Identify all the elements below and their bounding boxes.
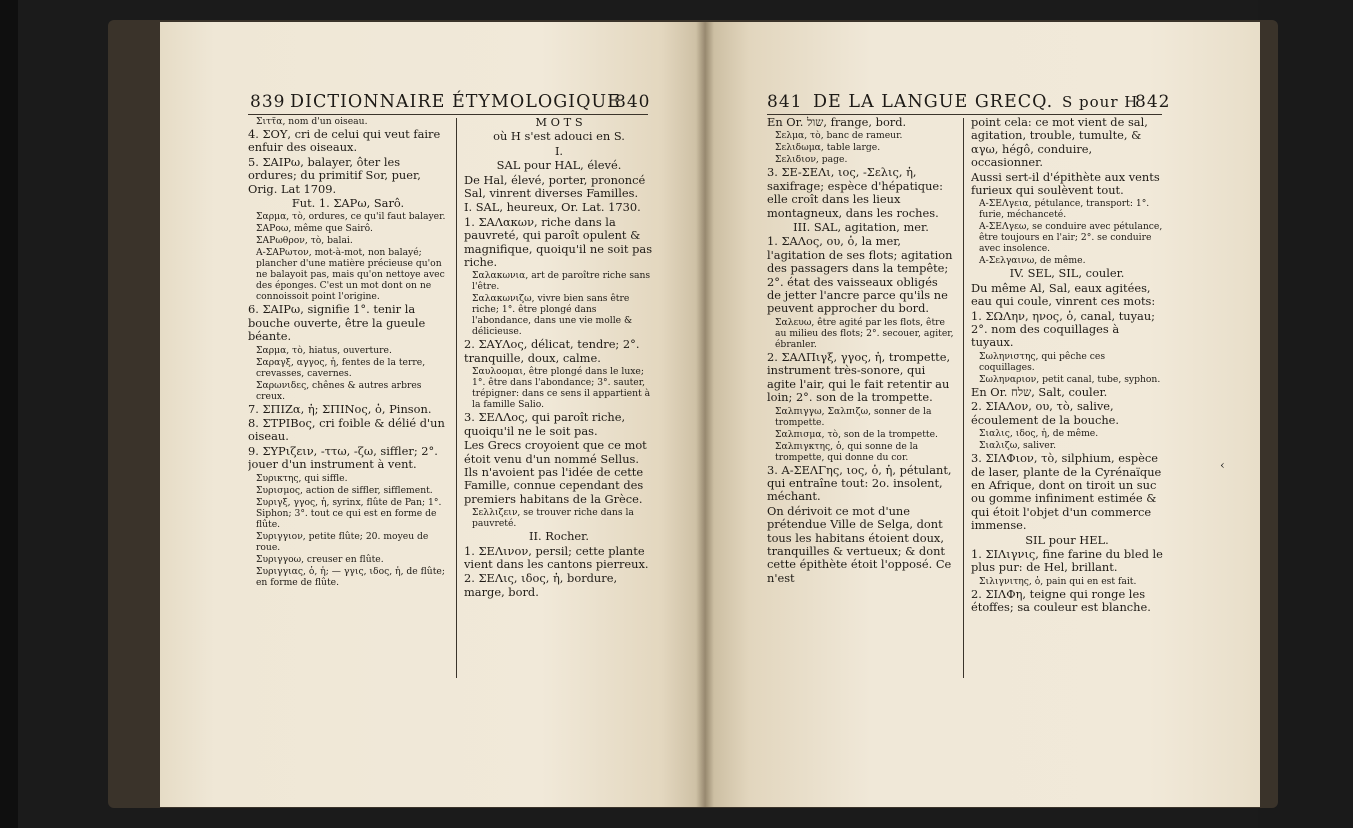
entry: point cela: ce mot vient de sal, agitation, trouble, tumulte, & αγω, hégô, conduire, occasionner. bbox=[971, 116, 1148, 170]
entry: Σαρωνιδες, chênes & autres arbres creux. bbox=[256, 379, 422, 402]
entry: 1. ΣΑΛος, ου, ὁ, la mer, l'agitation de ses flots; agitation des passagers dans la tempête; 2°. état des vaisseaux obligés de jetter l'ancre parce qu'ils ne peuvent approcher du bord. bbox=[767, 234, 953, 316]
entry: Σαυλοομαι, être plongé dans le luxe; 1°. être dans l'abondance; 3°. sauter, trépigner: dans ce sens il appartient à la famille Salio. bbox=[472, 366, 651, 411]
entry: I. SAL, heureux, Or. Lat. 1730. bbox=[464, 200, 641, 215]
entry: Σιαλις, ιδος, ἡ, de même. bbox=[979, 428, 1099, 440]
left-page bbox=[160, 22, 705, 807]
entry: Σελιδωμα, table large. bbox=[775, 142, 881, 154]
right-header-rule bbox=[767, 114, 1162, 115]
entry: M O T S bbox=[535, 116, 583, 129]
right-column-1 bbox=[767, 116, 955, 746]
entry: Σελιδιον, page. bbox=[775, 154, 848, 166]
entry: 3. ΣΙΛΦιον, τὸ, silphium, espèce de laser, plante de la Cyrénaïque en Afrique, dont on tiroit un suc ou gomme infiniment estimée & qui étoit l'objet d'un commerce immense. bbox=[971, 451, 1162, 533]
entry: Συρισμος, action de siffler, sifflement. bbox=[256, 484, 433, 496]
right-column-divider bbox=[963, 118, 964, 678]
entry: I. bbox=[554, 143, 564, 158]
entry: Σωληνιστης, qui pêche ces coquillages. bbox=[979, 350, 1106, 373]
entry: où H s'est adouci en S. bbox=[493, 129, 625, 144]
entry: 2. ΣΑΛΠιγξ, γγος, ἡ, trompette, instrument très-sonore, qui agite l'air, qui le fait retentir au loin; 2°. son de la trompette. bbox=[767, 349, 951, 405]
entry: Σιλιγνιτης, ὁ, pain qui en est fait. bbox=[979, 575, 1137, 587]
entry: 6. ΣΑΙΡω, signifie 1°. tenir la bouche ouverte, être la gueule béante. bbox=[248, 302, 426, 344]
entry: Aussi sert-il d'épithète aux vents furieux qui soulèvent tout. bbox=[971, 169, 1160, 198]
right-page-number: 841 bbox=[767, 92, 803, 112]
entry: 3. ΣΕΛΛος, qui paroît riche, quoiqu'il ne le soit pas. bbox=[464, 410, 626, 438]
entry: Σαλπιγγω, Σαλπιζω, sonner de la trompette. bbox=[775, 405, 932, 428]
right-header-note: S pour H bbox=[1062, 93, 1139, 111]
entry: 5. ΣΑΙΡω, balayer, ôter les ordures; du primitif Sor, puer, Orig. Lat 1709. bbox=[248, 154, 421, 196]
entry: Συριγξ, γγος, ἡ, syrinx, flûte de Pan; 1°. Siphon; 3°. tout ce qui est en forme de flûte. bbox=[256, 496, 442, 530]
entry: Σαλπισμα, τὸ, son de la trompette. bbox=[775, 428, 938, 440]
entry: Σιαλιζω, saliver. bbox=[979, 440, 1057, 452]
entry: Συριγγιας, ὁ, ἡ; — γγις, ιδος, ἡ, de flûte; en forme de flûte. bbox=[256, 565, 445, 588]
entry: De Hal, élevé, porter, prononcé Sal, vinrent diverses Familles. bbox=[464, 172, 646, 201]
entry: 7. ΣΠΙΖα, ἡ; ΣΠΙΝος, ὁ, Pinson. bbox=[248, 401, 432, 416]
entry: Α-Σελγαινω, de même. bbox=[979, 255, 1086, 267]
margin-mark: ‹ bbox=[1220, 458, 1225, 472]
entry: 3. Α-ΣΕΛΓης, ιος, ὁ, ἡ, pétulant, qui entraîne tout: 2o. insolent, méchant. bbox=[767, 462, 952, 504]
entry: En Or. שול, frange, bord. bbox=[767, 116, 907, 129]
right-page bbox=[705, 22, 1260, 807]
entry: 1. ΣΙΛιγνις, fine farine du bled le plus pur: de Hel, brillant. bbox=[971, 546, 1163, 575]
left-column-divider bbox=[456, 118, 457, 678]
entry: 2. ΣΙΑΛον, ου, τὸ, salive, écoulement de la bouche. bbox=[971, 399, 1120, 427]
entry: 4. ΣΟΥ, cri de celui qui veut faire enfuir des oiseaux. bbox=[248, 127, 441, 155]
left-page-number-right: 840 bbox=[615, 92, 651, 112]
entry: ΣΑΡοω, même que Sairô. bbox=[256, 223, 373, 235]
entry: 2. ΣΑΥΛος, délicat, tendre; 2°. tranquille, doux, calme. bbox=[464, 337, 640, 365]
left-column-1 bbox=[248, 116, 448, 746]
entry: Σαραγξ, αγγος, ἡ, fentes de la terre, crevasses, cavernes. bbox=[256, 356, 426, 379]
right-column-2 bbox=[971, 116, 1163, 746]
entry: SAL pour HAL, élevé. bbox=[496, 158, 622, 173]
entry: SIL pour HEL. bbox=[1025, 532, 1109, 547]
entry: Σαρμα, τὸ, ordures, ce qu'il faut balayer. bbox=[256, 211, 446, 223]
entry: En Or. שלח, Salt, couler. bbox=[971, 384, 1108, 399]
entry: Συριγγιον, petite flûte; 20. moyeu de roue. bbox=[256, 530, 429, 553]
entry: Fut. 1. ΣΑΡω, Sarô. bbox=[291, 196, 405, 211]
entry: Σωληναριον, petit canal, tube, syphon. bbox=[979, 373, 1161, 385]
entry: Σαλευω, être agité par les flots, être au milieu des flots; 2°. secouer, agiter, ébranler. bbox=[775, 316, 954, 350]
book-gutter bbox=[696, 22, 714, 807]
entry: IV. SEL, SIL, couler. bbox=[1009, 266, 1125, 281]
left-header-rule bbox=[248, 114, 648, 115]
entry: 1. ΣΩΛην, ηνος, ὁ, canal, tuyau; 2°. nom des coquillages à tuyaux. bbox=[971, 308, 1156, 350]
entry: Σελμα, τὸ, banc de rameur. bbox=[775, 130, 903, 142]
left-page-number: 839 bbox=[250, 92, 286, 112]
entry: II. Rocher. bbox=[529, 529, 589, 544]
entry: Σαρμα, τὸ, hiatus, ouverture. bbox=[256, 344, 392, 356]
right-page-number-right: 842 bbox=[1135, 92, 1171, 112]
left-header-title: DICTIONNAIRE ÉTYMOLOGIQUE bbox=[290, 92, 621, 112]
entry: Α-ΣΑΡωτον, mot-à-mot, non balayé; plancher d'une matière précieuse qu'on ne balayoit pas, mais qu'on nettoye avec des éponges. C'est un mot dont on ne connoissoit point l'origine. bbox=[256, 247, 445, 303]
entry: Du même Al, Sal, eaux agitées, eau qui coule, vinrent ces mots: bbox=[971, 280, 1156, 309]
entry: 2. ΣΕΛις, ιδος, ἡ, bordure, marge, bord. bbox=[464, 571, 618, 599]
entry: 1. ΣΑΛακων, riche dans la pauvreté, qui paroît opulent & magnifique, quoiqu'il ne soit pas riche. bbox=[464, 214, 653, 270]
left-column-2 bbox=[464, 116, 654, 746]
entry: Σαλακωνια, art de paroître riche sans l'être. bbox=[472, 270, 651, 293]
entry: 8. ΣΤΡΙΒος, cri foible & délié d'un oiseau. bbox=[248, 416, 445, 444]
entry: III. SAL, agitation, mer. bbox=[793, 220, 929, 235]
entry: 9. ΣΥΡιζειν, -ττω, -ζω, siffler; 2°. jouer d'un instrument à vent. bbox=[248, 443, 438, 472]
entry: Σαλακωνιζω, vivre bien sans être riche; 1°. être plongé dans l'abondance, dans une vie molle & délicieuse. bbox=[472, 293, 633, 338]
entry: Σαλπιγκτης, ὁ, qui sonne de la trompette, qui donne du cor. bbox=[775, 440, 919, 463]
entry: Α-ΣΕΛγεια, pétulance, transport: 1°. furie, méchanceté. bbox=[979, 198, 1150, 221]
entry: 3. ΣΕ-ΣΕΛι, ιος, -Σελις, ἡ, saxifrage; espèce d'hépatique: elle croît dans les lieux montagneux, dans les roches. bbox=[767, 165, 944, 220]
entry: Les Grecs croyoient que ce mot étoit venu d'un nommé Sellus. Ils n'avoient pas l'idée de cette Famille, connue cependant des premiers habitans de la Grèce. bbox=[464, 438, 647, 506]
scanner-edge bbox=[0, 0, 18, 828]
entry: Συρικτης, qui siffle. bbox=[256, 472, 348, 484]
entry: 2. ΣΙΛΦη, teigne qui ronge les étoffes; sa couleur est blanche. bbox=[971, 586, 1151, 615]
entry: Σιττ̃α, nom d'un oiseau. bbox=[256, 116, 368, 127]
entry: 1. ΣΕΛινον, persil; cette plante vient dans les cantons pierreux. bbox=[464, 543, 649, 571]
entry: Α-ΣΕΛγεω, se conduire avec pétulance, être toujours en l'air; 2°. se conduire avec insolence. bbox=[979, 221, 1163, 255]
entry: Συριγγοω, creuser en flûte. bbox=[256, 553, 384, 565]
right-header-title: DE LA LANGUE GRECQ. bbox=[813, 92, 1054, 112]
entry: On dérivoit ce mot d'une prétendue Ville de Selga, dont tous les habitans étoient doux, tranquilles & vertueux; & dont cette épithète étoit l'opposé. Ce n'est bbox=[767, 503, 952, 585]
entry: ΣΑΡωθρον, τὸ, balai. bbox=[256, 235, 353, 247]
entry: Σελλιζειν, se trouver riche dans la pauvreté. bbox=[472, 507, 634, 530]
